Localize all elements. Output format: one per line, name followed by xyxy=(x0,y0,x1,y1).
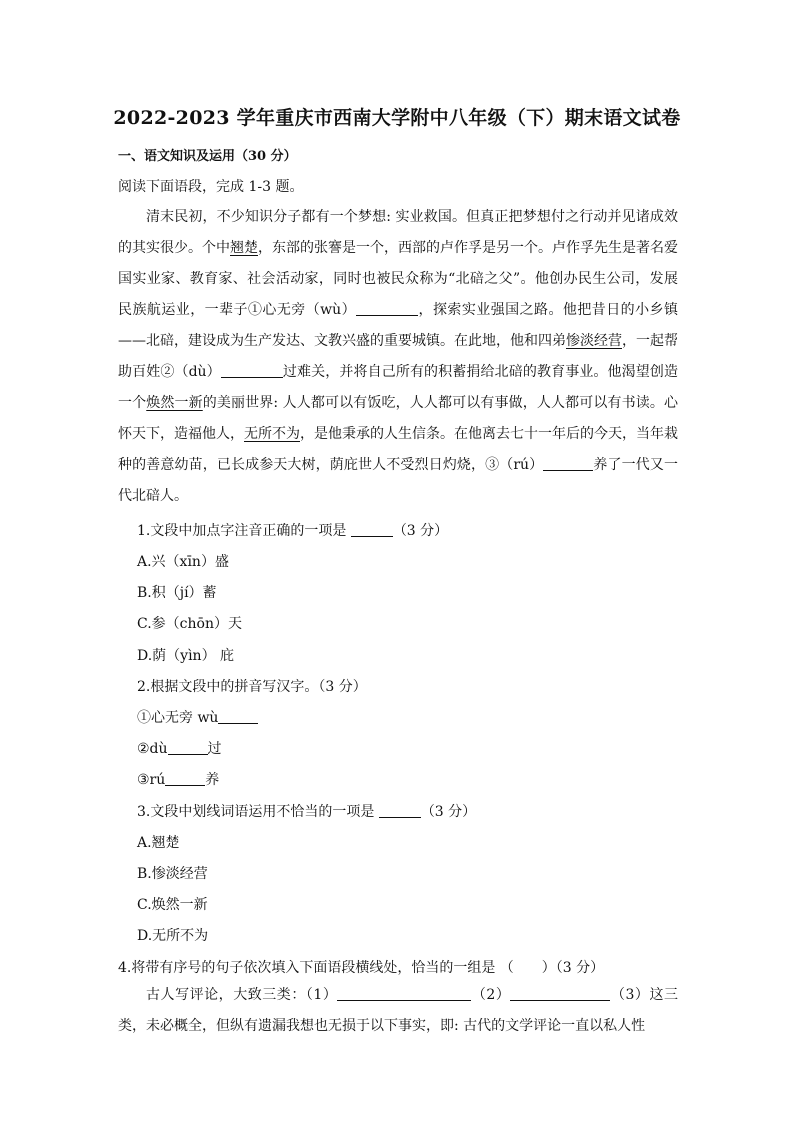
passage-text: ，是他秉承的人生信条。在他离去七十一年后的今天，当年栽种的善意幼苗，已长成参天大树，荫庇世人不受烈日灼烧，③（rú） xyxy=(118,426,678,473)
q1-option-a: A.兴（xīn）盛 xyxy=(137,554,229,570)
answer-blank xyxy=(168,740,208,755)
passage-text: 的美丽世界: 人人都可以有饭吃，人人都可以有事做，人人都可以有书读。心怀天下，造福他人， xyxy=(118,395,679,442)
answer-blank-2 xyxy=(221,363,283,378)
q3-option-c: C.焕然一新 xyxy=(137,897,208,913)
section-heading: 一、语文知识及运用（30 分） xyxy=(118,149,297,164)
answer-blank-3 xyxy=(543,456,593,471)
question-2-stem: 2.根据文段中的拼音写汉字。（3 分） xyxy=(137,679,367,695)
underlined-word-1: 翘楚 xyxy=(230,240,258,256)
passage-text: （3）这三类，未必概全，但纵有遗漏我想也无损于以下事实，即: 古代的文学评论一直以私人性 xyxy=(118,987,678,1034)
answer-blank-1 xyxy=(356,301,418,316)
question-1-stem: 1.文段中加点字注音正确的一项是 （3 分） xyxy=(137,523,449,539)
answer-blank xyxy=(337,986,471,1001)
answer-blank xyxy=(165,771,205,786)
reading-instruction: 阅读下面语段，完成 1-3 题。 xyxy=(118,179,304,195)
question-3-stem: 3.文段中划线词语运用不恰当的一项是 （3 分） xyxy=(137,804,477,820)
answer-blank xyxy=(379,803,421,818)
passage-text: ，一起帮助百姓②（dù） xyxy=(118,333,678,380)
passage-text: 古人写评论，大致三类：（1） xyxy=(146,987,338,1003)
q3-option-a: A.翘楚 xyxy=(137,835,180,851)
passage-text: 养了一代又一代北碚人。 xyxy=(118,457,678,504)
answer-blank xyxy=(351,522,393,537)
underlined-word-3: 焕然一新 xyxy=(146,395,203,411)
answer-blank xyxy=(218,709,258,724)
underlined-word-2: 惨淡经营 xyxy=(566,333,622,349)
q3-option-d: D.无所不为 xyxy=(137,928,209,944)
reading-passage xyxy=(118,202,678,512)
q1-option-b: B.积（jí）蓄 xyxy=(137,585,217,601)
q2-item-1: ①心无旁 wù xyxy=(137,707,258,727)
answer-blank xyxy=(510,986,610,1001)
underlined-word-4: 无所不为 xyxy=(244,426,300,442)
q3-option-b: B.惨淡经营 xyxy=(137,866,208,882)
question-4-stem: 4.将带有序号的句子依次填入下面语段横线处，恰当的一组是 （ ）（3 分） xyxy=(118,960,605,976)
page-title: 2022-2023 学年重庆市西南大学附中八年级（下）期末语文试卷 xyxy=(113,107,681,129)
passage-text: ，东部的张謇是一个，西部的卢作孚是另一个。卢作孚先生是著名爱国实业家、教育家、社会活动家，同时也被民众称为“北碚之父”。他创办民生公司，发展民族航运业，一辈子①心无旁（wù） xyxy=(118,240,678,318)
q1-option-c: C.参（chōn）天 xyxy=(137,616,242,632)
q1-option-d: D.荫（yìn） 庇 xyxy=(137,648,235,664)
q2-item-2: ②dù 过 xyxy=(137,741,222,757)
passage-text: （2） xyxy=(471,987,511,1003)
passage-text: ，探索实业强国之路。他把昔日的小乡镇——北碚，建设成为生产发达、文教兴盛的重要城镇。在此地，他和四弟 xyxy=(118,302,679,349)
passage-text: 过难关，并将自己所有的积蓄捐给北碚的教育事业。他渴望创造一个 xyxy=(118,364,679,411)
passage-text: 清末民初，不少知识分子都有一个梦想: 实业救国。但真正把梦想付之行动并见诸成效的其实很少。个中 xyxy=(118,209,678,256)
q2-item-3: ③rú 养 xyxy=(137,772,220,788)
question-4-passage xyxy=(118,980,678,1042)
